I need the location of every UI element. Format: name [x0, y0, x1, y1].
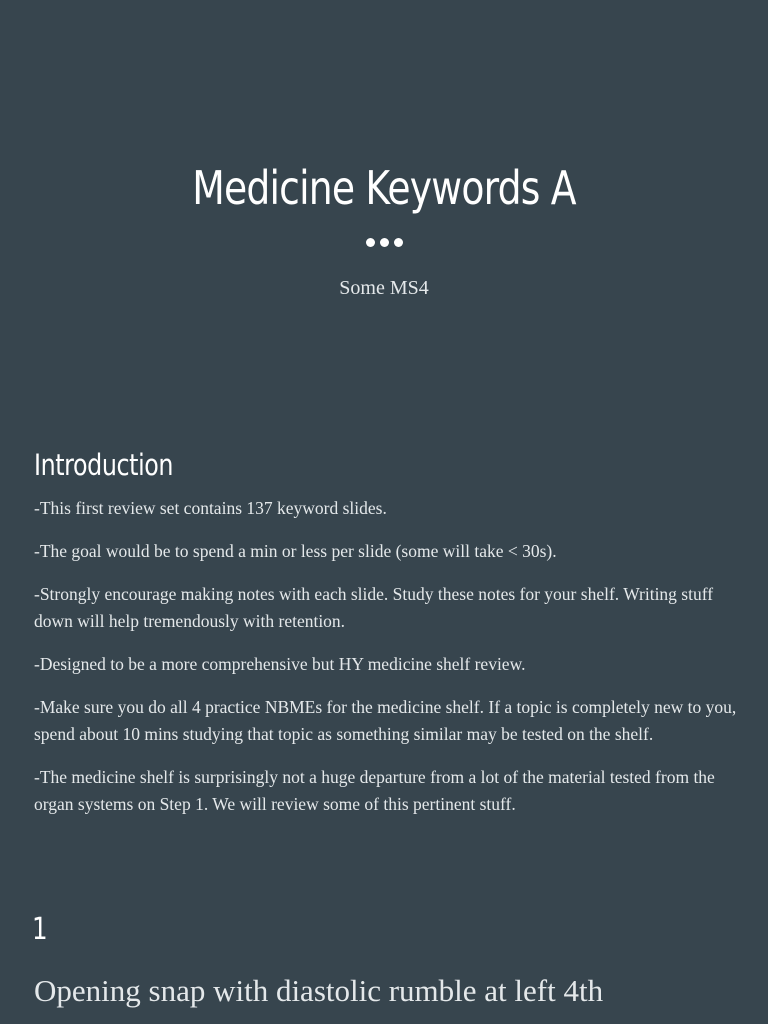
slide-body-text: Opening snap with diastolic rumble at left 4th — [34, 973, 604, 1008]
intro-paragraph: -Designed to be a more comprehensive but HY medicine shelf review. — [34, 654, 526, 674]
introduction-heading: Introduction — [34, 448, 174, 482]
title-divider-dots — [0, 238, 768, 247]
intro-paragraph: -The goal would be to spend a min or less per slide (some will take < 30s). — [34, 541, 557, 561]
divider-dot — [380, 238, 389, 247]
page-subtitle: Some MS4 — [339, 277, 429, 299]
intro-paragraph: -The medicine shelf is surprisingly not a huge departure from a lot of the material tested from the organ systems on Step 1. We will review some of this pertinent stuff. — [34, 767, 715, 814]
intro-paragraph: -This first review set contains 137 keyword slides. — [34, 498, 387, 518]
divider-dot — [366, 238, 375, 247]
page-title: Medicine Keywords A — [192, 161, 576, 215]
introduction-body — [34, 495, 744, 834]
intro-paragraph: -Make sure you do all 4 practice NBMEs for the medicine shelf. If a topic is completely new to you, spend about 10 mins studying that topic as something similar may be tested on the shelf. — [34, 697, 737, 744]
intro-paragraph: -Strongly encourage making notes with each slide. Study these notes for your shelf. Writing stuff down will help tremendously with retention. — [34, 584, 714, 631]
slide-number: 1 — [32, 912, 48, 947]
divider-dot — [394, 238, 403, 247]
